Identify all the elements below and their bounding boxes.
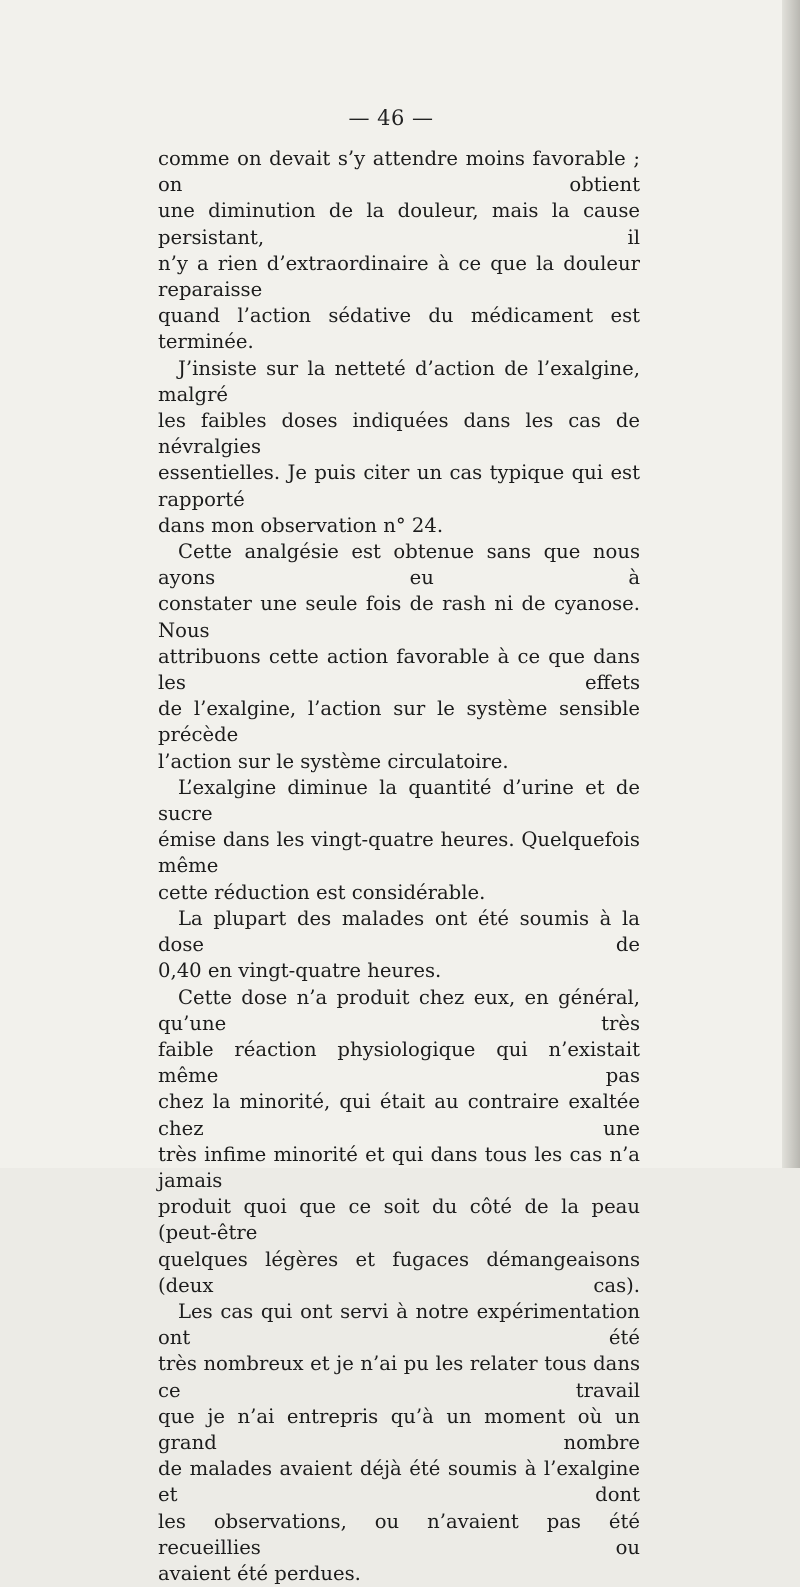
text-line: faible réaction physiologique qui n’existait même pas	[158, 1037, 640, 1088]
text-line: La plupart des malades ont été soumis à la dose de	[158, 906, 640, 957]
text-line: avaient été perdues.	[158, 1561, 361, 1585]
text-line: Les cas qui ont servi à notre expérimentation ont été	[158, 1299, 640, 1350]
page-edge-shadow	[782, 0, 800, 1168]
text-line: attribuons cette action favorable à ce que dans les effets	[158, 644, 640, 695]
text-line: Cette dose n’a produit chez eux, en général, qu’une très	[158, 985, 640, 1035]
text-line: une diminution de la douleur, mais la cause persistant, il	[158, 199, 640, 249]
text-line: J’insiste sur la netteté d’action de l’exalgine, malgré	[158, 356, 640, 406]
text-line: n’y a rien d’extraordinaire à ce que la douleur reparaisse	[158, 251, 640, 302]
text-line: de malades avaient déjà été soumis à l’exalgine et dont	[158, 1457, 640, 1507]
text-line: 0,40 en vingt-quatre heures.	[158, 959, 442, 983]
text-line: produit quoi que ce soit du côté de la peau (peut-être	[158, 1195, 640, 1245]
text-line: que je n’ai entrepris qu’à un moment où un grand nombre	[158, 1404, 640, 1454]
text-line: de l’exalgine, l’action sur le système sensible précède	[158, 697, 640, 747]
text-line: émise dans les vingt-quatre heures. Quelquefois même	[158, 828, 640, 878]
text-line: l’action sur le système circulatoire.	[158, 749, 509, 773]
text-line: les faibles doses indiquées dans les cas de névralgies	[158, 409, 640, 459]
text-line: très infime minorité et qui dans tous les cas n’a jamais	[158, 1142, 640, 1192]
page-number: — 46 —	[348, 106, 434, 130]
text-line: chez la minorité, qui était au contraire exaltée chez une	[158, 1090, 640, 1140]
text-line: comme on devait s’y attendre moins favorable ; on obtient	[158, 147, 640, 197]
text-line: dans mon observation n° 24.	[158, 513, 444, 537]
text-line: quand l’action sédative du médicament est terminée.	[158, 304, 640, 354]
text-line: essentielles. Je puis citer un cas typique qui est rapporté	[158, 461, 640, 511]
text-line: très nombreux et je n’ai pu les relater tous dans ce travail	[158, 1352, 640, 1402]
body-text	[158, 146, 640, 1587]
text-line: constater une seule fois de rash ni de cyanose. Nous	[158, 592, 640, 642]
text-line: cette réduction est considérable.	[158, 880, 486, 904]
text-line: L’exalgine diminue la quantité d’urine et de sucre	[158, 775, 640, 826]
text-line: quelques légères et fugaces démangeaisons (deux cas).	[158, 1247, 640, 1297]
text-line: Cette analgésie est obtenue sans que nous ayons eu à	[158, 540, 640, 590]
text-line: les observations, ou n’avaient pas été recueillies ou	[158, 1509, 640, 1559]
